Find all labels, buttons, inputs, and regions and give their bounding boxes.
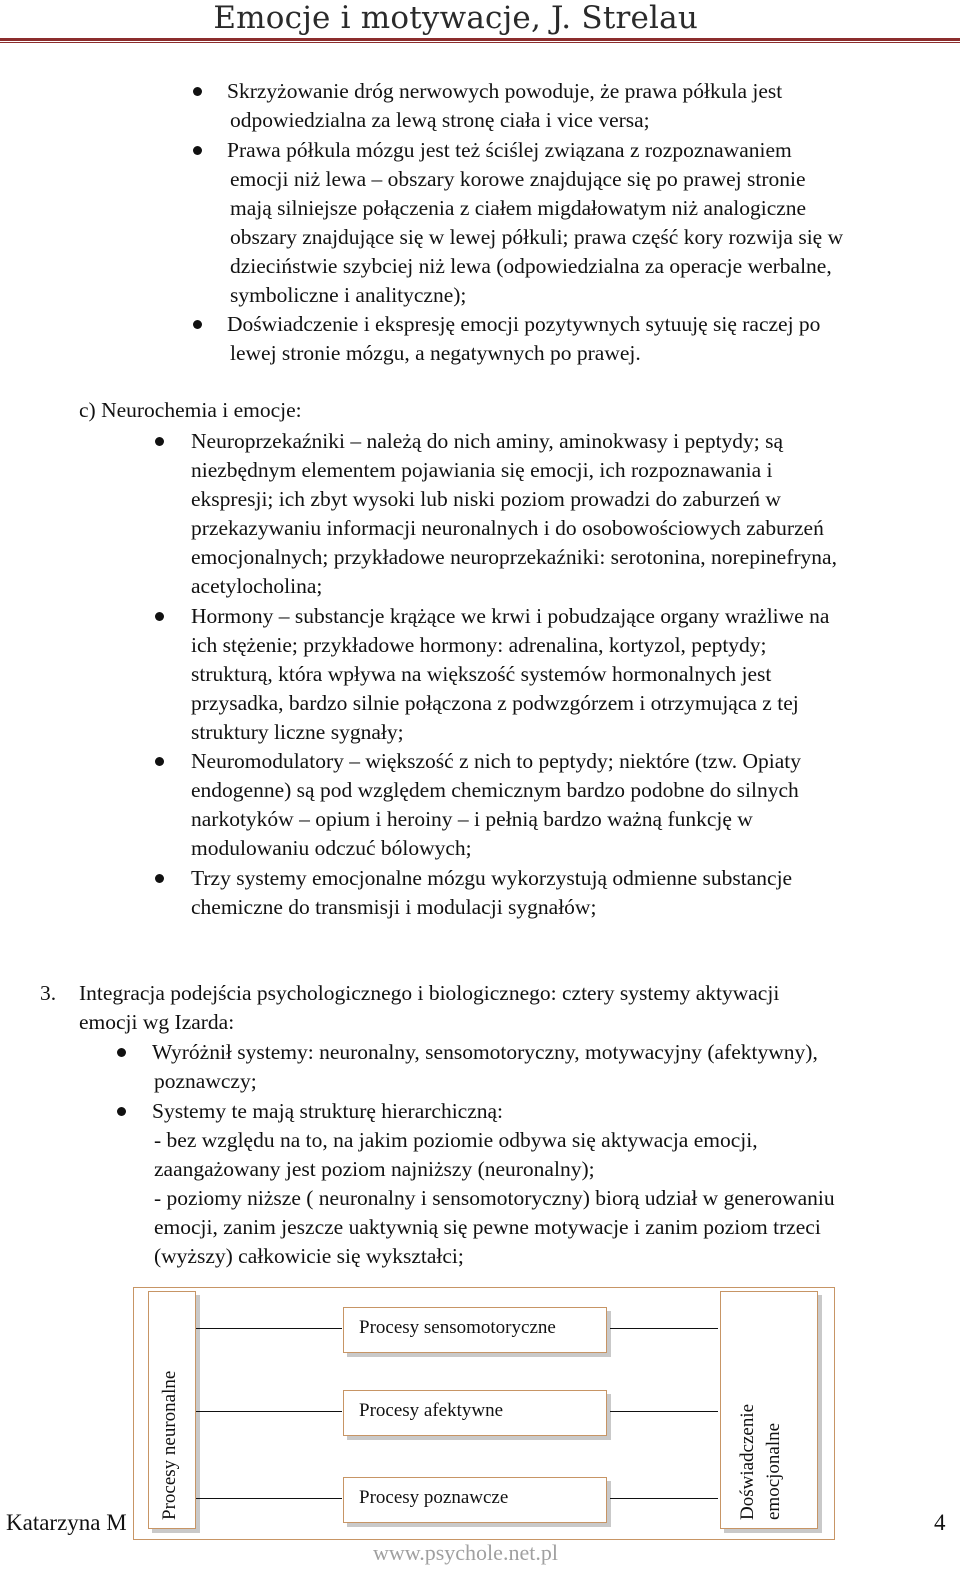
list-item-line: - poziomy niższe ( neuronalny i sensomotoryczny) biorą udział w generowaniu [154,1186,835,1210]
list-item-line: Trzy systemy emocjonalne mózgu wykorzystują odmienne substancje [191,866,793,890]
list-item-line: emocji niż lewa – obszary korowe znajdujące się po prawej stronie [230,167,806,191]
list-item-line: odpowiedzialna za lewą stronę ciała i vice versa; [230,108,650,132]
list-item-line: emocjonalnych; przykładowe neuroprzekaźniki: serotonina, norepinefryna, [191,545,837,569]
page-header [0,0,960,44]
connector-line [196,1328,342,1329]
list-item-line: dzieciństwie szybciej niż lewa (odpowiedzialna za operacje werbalne, [230,254,832,278]
connector-line [610,1411,718,1412]
list-item-line: modulowaniu odczuć bólowych; [191,836,472,860]
list-item-line: narkotyków – opium i heroiny – i pełnią bardzo ważną funkcję w [191,807,753,831]
affective-label: Procesy afektywne [359,1400,504,1421]
section-heading: c) Neurochemia i emocje: [79,398,302,422]
section-number: 3. [40,981,57,1005]
bullet-dot [155,612,164,621]
list-item-line: zaangażowany jest poziom najniższy (neuronalny); [154,1157,595,1181]
list-item-line: niezbędnym elementem pojawiania się emocji, ich rozpoznawania i [191,458,773,482]
list-item-line: ich stężenie; przykładowe hormony: adrenalina, kortyzol, peptydy; [191,633,767,657]
list-item-line: Wyróżnił systemy: neuronalny, sensomotoryczny, motywacyjny (afektywny), [152,1040,818,1064]
list-item-line: - bez względu na to, na jakim poziomie odbywa się aktywacja emocji, [154,1128,758,1152]
bullet-dot [117,1048,126,1057]
list-item-line: Neuromodulatory – większość z nich to peptydy; niektóre (tzw. Opiaty [191,749,801,773]
list-item-line: obszary znajdujące się w lewej półkuli; prawa część kory rozwija się w [230,225,844,249]
list-item-line: (wyższy) całkowicie się wykształci; [154,1244,464,1268]
list-item-line: endogenne) są pod względem chemicznym bardzo podobne do silnych [191,778,799,802]
page-title: Emocje i motywacje, J. Strelau [213,0,698,36]
connector-line [196,1411,342,1412]
header-rule [0,38,960,41]
neuronal-label: Procesy neuronalne [159,1370,180,1520]
page-number: 4 [934,1510,946,1535]
list-item-line: Prawa półkula mózgu jest też ściślej związana z rozpoznawaniem [227,138,792,162]
footer-url[interactable]: www.psychole.net.pl [373,1540,558,1565]
list-item-line: mają silniejsze połączenia z ciałem migdałowatym niż analogiczne [230,196,807,220]
list-item-line: acetylocholina; [191,574,323,598]
bullet-dot [193,87,202,96]
list-item-line: poznawczy; [154,1069,257,1093]
list-item-line: przysadka, bardzo silnie połączona z podwzgórzem i otrzymująca z tej [191,691,799,715]
list-item-line: przekazywaniu informacji neuronalnych i do osobowościowych zaburzeń [191,516,824,540]
list-item-line: Skrzyżowanie dróg nerwowych powoduje, że prawa półkula jest [227,79,783,103]
list-item-line: Doświadczenie i ekspresję emocji pozytywnych sytuuję się raczej po [227,312,821,336]
list-item-line: lewej stronie mózgu, a negatywnych po prawej. [230,341,641,365]
connector-line [610,1498,718,1499]
bullet-dot [193,320,202,329]
experience-label-line1: Doświadczenie [737,1403,758,1520]
list-item-line: symboliczne i analityczne); [230,283,467,307]
section-heading: Integracja podejścia psychologicznego i biologicznego: cztery systemy aktywacji [79,981,780,1005]
izard-diagram [133,1287,835,1540]
footer-author: Katarzyna M [6,1510,127,1535]
list-item-line: strukturą, która wpływa na większość systemów hormonalnych jest [191,662,772,686]
connector-line [610,1328,718,1329]
bullet-dot [155,437,164,446]
bullet-dot [193,146,202,155]
bullet-dot [117,1107,126,1116]
list-item-line: ekspresji; ich zbyt wysoki lub niski poziom prowadzi do zaburzeń w [191,487,781,511]
list-item-line: Neuroprzekaźniki – należą do nich aminy, aminokwasy i peptydy; są [191,429,784,453]
section-heading-cont: emocji wg Izarda: [79,1010,235,1034]
list-item-line: Hormony – substancje krążące we krwi i pobudzające organy wrażliwe na [191,604,830,628]
list-item-line: Systemy te mają strukturę hierarchiczną: [152,1099,504,1123]
list-item-line: emocji, zanim jeszcze uaktywnią się pewne motywacje i zanim poziom trzeci [154,1215,821,1239]
list-item-line: chemiczne do transmisji i modulacji sygnałów; [191,895,597,919]
connector-line [196,1498,342,1499]
experience-label-line2: emocjonalne [763,1422,784,1520]
cognitive-label: Procesy poznawcze [359,1487,509,1508]
list-item-line: struktury liczne sygnały; [191,720,404,744]
sensorimotor-label: Procesy sensomotoryczne [359,1317,556,1338]
bullet-dot [155,757,164,766]
bullet-dot [155,874,164,883]
header-rule-thin [0,42,960,43]
